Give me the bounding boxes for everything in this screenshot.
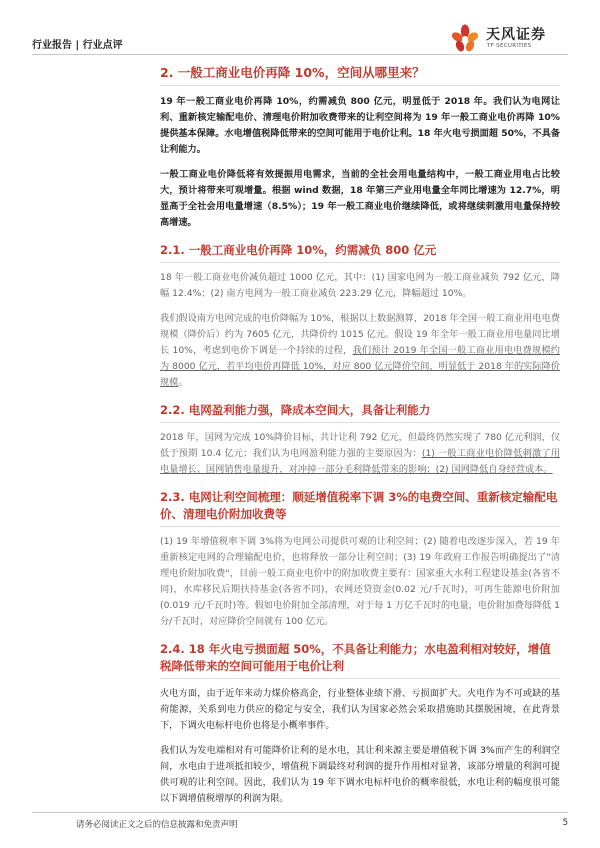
section-2-4-paragraph-2: 我们认为发电端相对有可能降价让利的是水电，其让利来源主要是增值税下调 3%而产生的利润空间，水电由于进项抵扣较少，增值税下调最终对利润的提升作用相对显著，该部分增量的利润可提供可观的让利空间。因此，我们认为 19 年下调水电标杆电价的概率很低，水电让利的幅度很可能以下调增值税增厚的利润为限。 xyxy=(160,745,560,804)
disclaimer-text: 请务必阅读正文之后的信息披露和免责声明 xyxy=(76,820,238,830)
section-2-4-paragraph-1: 火电方面，由于近年来动力煤价格高企，行业整体业绩下滑、亏损面扩大。火电作为不可或缺的基荷能源，关系到电力供应的稳定与安全，我们认为国家必然会采取措施助其摆脱困境，在此背景下，下调火电标杆电价也将是小概率事件。 xyxy=(160,688,560,731)
flower-logo-icon xyxy=(450,24,480,54)
page-number: 5 xyxy=(562,818,568,828)
underlined-forecast: 我们预计 2019 年全国一般工商业用电电费规模约为 8000 亿元，若平均电价再降低 10%，对应 800 亿元降价空间，明显低于 2018 年的实际降价规模 xyxy=(160,345,560,388)
section-2-1-paragraph-2 xyxy=(160,311,560,391)
section-2-2-title: 2.2. 电网盈利能力强，降成本空间大，具备让利能力 xyxy=(160,400,560,423)
paragraph-text: 我们假设南方电网完成的电价降幅为 10%，根据以上数据测算，2018 年全国一般工商业用电电费规模（降价后）约为 7605 亿元，共降价约 1015 亿元。假设 19 年全年一般工商业用电量同比增长 10%，考虑到电价下调是一个持续的过程， xyxy=(160,313,560,356)
section-2-4-title: 2.4. 18 年火电亏损面超 50%，不具备让利能力；水电盈利相对较好，增值税降低带来的空间可能用于电价让利 xyxy=(160,639,560,679)
section-2-title: 2. 一般工商业电价再降 10%，空间从哪里来？ xyxy=(160,60,560,86)
section-2-1-title: 2.1. 一般工商业电价再降 10%，约需减负 800 亿元 xyxy=(160,240,560,263)
section-2-demand-paragraph: 一般工商业电价降低将有效提振用电需求，当前的全社会用电量结构中，一般工商业用电占比较大，预计将带来可观增量。根据 wind 数据，18 年第三产业用电量全年同比增速为 12.7%，明显高于全社会用电量增速（8.5%）；19 年一般工商业电价继续降低，或将继续刺激用电量保持较高增速。 xyxy=(160,169,560,228)
company-logo xyxy=(450,22,562,56)
main-content xyxy=(160,60,560,816)
page-header xyxy=(32,22,568,58)
section-2-2-paragraph xyxy=(160,430,560,478)
logo-text-cn: 天风证券 xyxy=(486,27,546,43)
paragraph-text: 2018 年，国网为完成 10%降价目标，共计让利 792 亿元，但最终仍然实现了 780 亿元利润，仅低于预期 10.4 亿元；我们认为电网盈利能力强的主要原因为： xyxy=(160,432,560,459)
underlined-reasons: (1) 一般工商业电价降低刺激了用电量增长、国网销售电量提升，对冲掉一部分毛利降低带来的影响；(2) 国网降低自身经营成本。 xyxy=(160,448,561,475)
report-category: 行业报告 | 行业点评 xyxy=(32,40,123,51)
section-2-3-paragraph: (1) 19 年增值税率下调 3%将为电网公司提供可观的让利空间；(2) 随着电改逐步深入，若 19 年重新核定电网的合理输配电价，也将释放一部分让利空间；(3) 19 年政府工作报告明确提出了"清理电价附加收费"，目前一般工商业电价中的附加收费主要有：国家重大水利工程建设基金(各省不同)，水库移民后期扶持基金(各省不同)，农网还贷资金(0.02 元/千瓦时)，可再生能源电价附加(0.019 元/千瓦时)等。假如电价附加全部清理，对于每 1 万亿千瓦时的电量，电价附加费每降低 1 分/千瓦时，对应降价空间就有 100 亿元。 xyxy=(160,536,560,627)
header-divider xyxy=(32,54,568,55)
footer-divider xyxy=(32,812,568,813)
paragraph-end: 。 xyxy=(178,377,188,388)
logo-text-en: TF SECURITIES xyxy=(487,43,532,49)
section-2-1-paragraph-1: 18 年一般工商业电价减负超过 1000 亿元，其中：(1) 国家电网为一般工商业减负 792 亿元，降幅 12.4%；(2) 南方电网为一般工商业减负 223.29 亿元，降幅超过 10%。 xyxy=(160,272,560,299)
section-2-summary: 19 年一般工商业电价再降 10%，约需减负 800 亿元，明显低于 2018 年。我们认为电网让利、重新核定输配电价、清理电价附加收费带来的让利空间将为 19 年一般工商业电价再降 10%提供基本保障。水电增值税降低带来的空间可能用于电价让利。18 年火电亏损面超 50%，不具备让利能力。 xyxy=(160,96,560,155)
section-2-3-title: 2.3. 电网让利空间梳理：顺延增值税率下调 3%的电费空间、重新核定输配电价、清理电价附加收费等 xyxy=(160,487,560,527)
